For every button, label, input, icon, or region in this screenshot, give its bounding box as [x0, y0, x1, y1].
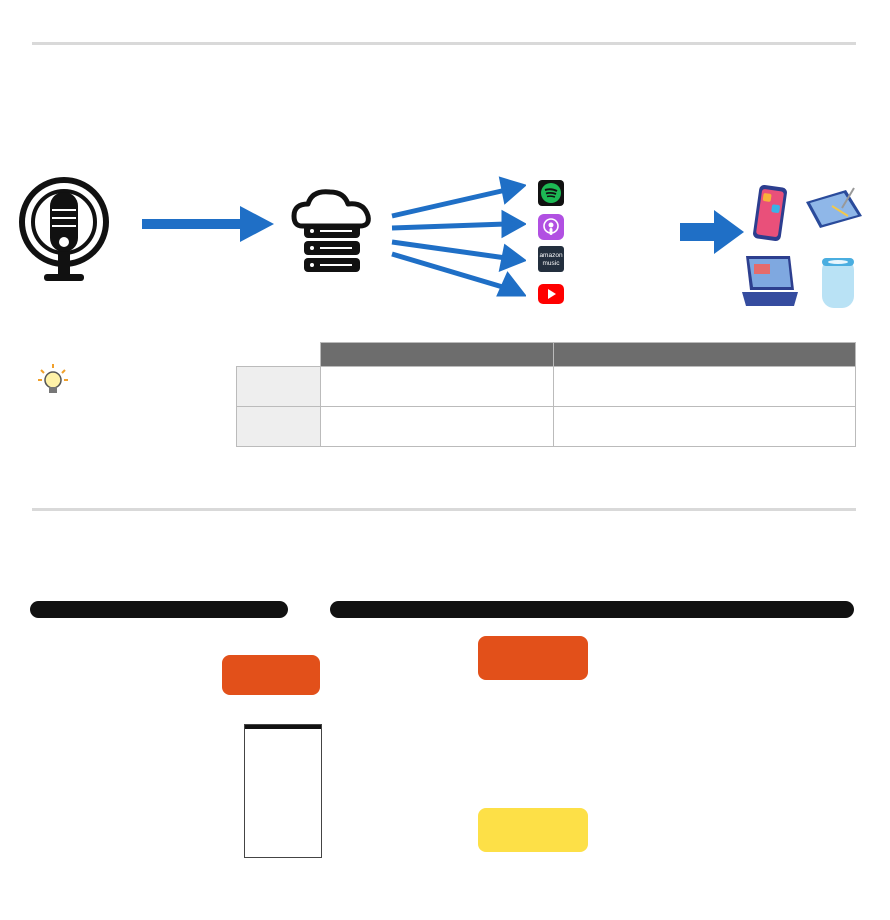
lightbulb-icon: [36, 362, 70, 396]
laptop-icon: [740, 252, 800, 312]
job-stacked-bar-chart: [596, 626, 846, 886]
smart-speaker-icon: [818, 254, 858, 312]
svg-text:music: music: [542, 260, 560, 267]
smartphone-icon: [748, 184, 792, 242]
media-comparison-box: [244, 724, 322, 858]
podcast-cell: [553, 367, 856, 407]
platform-apple-podcast: [538, 212, 698, 242]
decision-maker-callout: [478, 636, 588, 680]
podcast-microphone-icon: [18, 176, 110, 288]
table-header-radio: [321, 343, 553, 367]
section-divider: [32, 42, 856, 45]
job-chart-title: [330, 601, 854, 618]
table-row: [237, 367, 856, 407]
rss-distribution-arrows: [388, 176, 526, 304]
student-callout: [478, 808, 588, 852]
radio-cell: [321, 367, 553, 407]
table-corner: [237, 343, 321, 367]
platform-youtube-music: [538, 282, 698, 312]
row-label: [237, 367, 321, 407]
age-legend: [30, 625, 330, 639]
table-header-podcast: [553, 343, 856, 367]
upload-arrow-icon: [142, 204, 276, 244]
hosting-server-icon: [284, 186, 380, 282]
platform-amazon-music: [538, 246, 698, 286]
amazon-music-icon: [538, 246, 564, 272]
tablet-icon: [802, 186, 866, 230]
listen-arrow-icon: [680, 210, 744, 254]
spotify-icon: [538, 180, 564, 206]
table-row: [237, 407, 856, 447]
age-chart-title: [30, 601, 288, 618]
podcast-cell: [553, 407, 856, 447]
svg-text:amazon: amazon: [539, 252, 563, 259]
youtube-music-icon: [538, 284, 564, 306]
media-comparison-title: [245, 725, 321, 729]
platform-spotify: [538, 178, 678, 208]
row-label: [237, 407, 321, 447]
radio-cell: [321, 407, 553, 447]
comparison-table: [236, 342, 856, 447]
section-divider: [32, 508, 856, 511]
age-callout: [222, 655, 320, 695]
apple-podcast-icon: [538, 214, 564, 240]
